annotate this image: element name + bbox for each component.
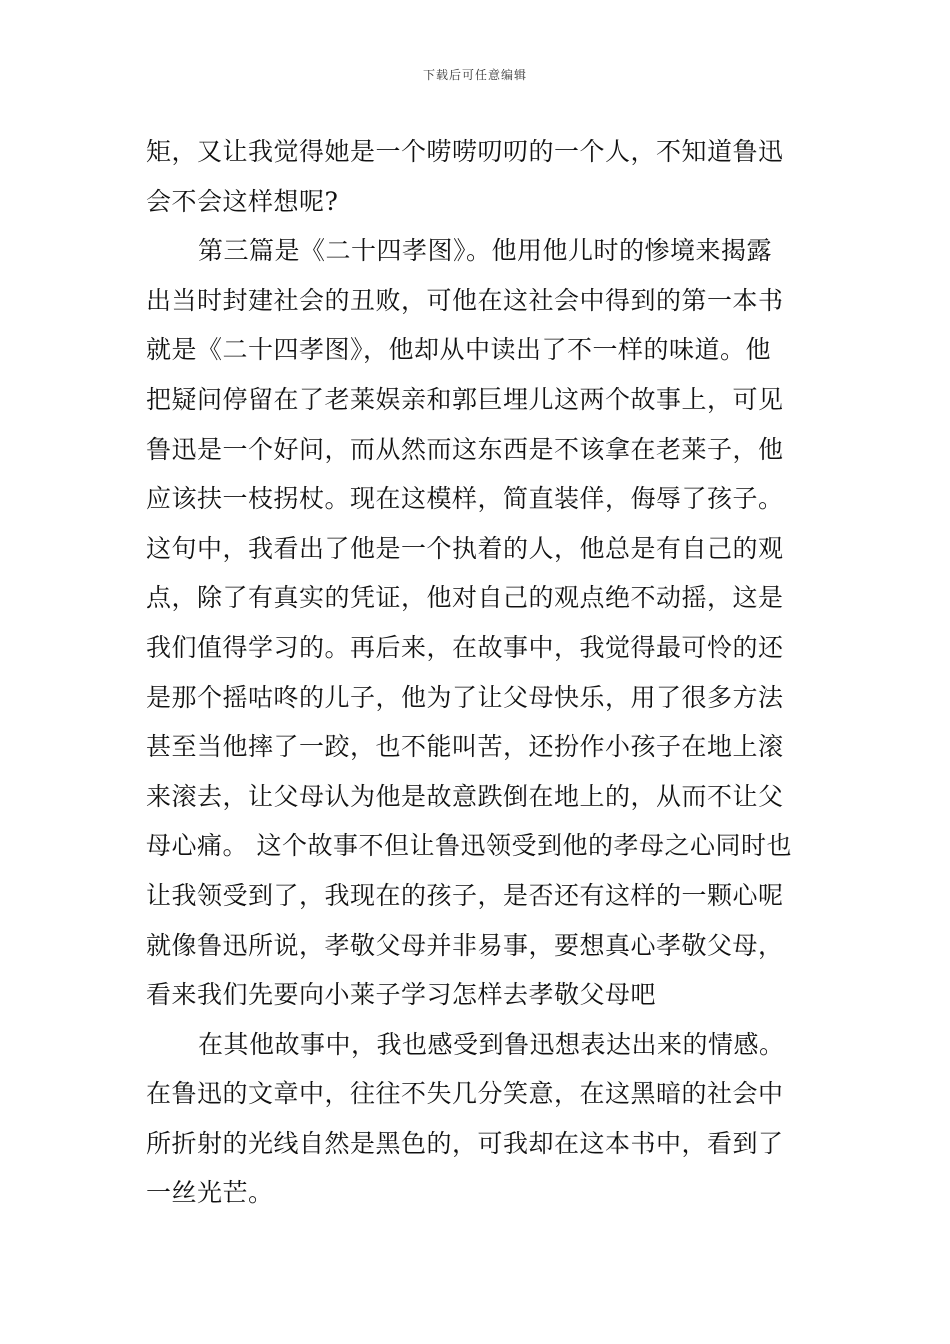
text-line: 就像鲁迅所说，孝敬父母并非易事，要想真心孝敬父母， (146, 930, 784, 960)
body-text (146, 127, 806, 1218)
text-line: 是那个摇咕咚的儿子，他为了让父母快乐，用了很多方法 (146, 682, 784, 712)
text-line: 甚至当他摔了一跤，也不能叫苦，还扮作小孩子在地上滚 (146, 732, 784, 762)
text-line: 会不会这样想呢? (146, 186, 339, 216)
text-line: 在其他故事中，我也感受到鲁迅想表达出来的情感。 (198, 1029, 785, 1059)
text-line: 就是《二十四孝图》，他却从中读出了不一样的味道。他 (146, 335, 772, 365)
text-line: 我们值得学习的。再后来，在故事中，我觉得最可怜的还 (146, 632, 784, 662)
page-header: 下载后可任意编辑 (422, 68, 527, 82)
paragraph-1 (146, 127, 806, 226)
text-line: 来滚去，让父母认为他是故意跌倒在地上的，从而不让父 (146, 781, 784, 811)
text-line: 所折射的光线自然是黑色的，可我却在这本书中，看到了 (146, 1128, 784, 1158)
text-line: 让我领受到了，我现在的孩子，是否还有这样的一颗心呢 (146, 880, 784, 910)
text-line: 出当时封建社会的丑败，可他在这社会中得到的第一本书 (146, 285, 784, 315)
text-line: 看来我们先要向小莱子学习怎样去孝敬父母吧 (146, 980, 657, 1010)
text-line: 鲁迅是一个好问，而从然而这东西是不该拿在老莱子，他 (146, 434, 784, 464)
text-line: 母心痛。 这个故事不但让鲁迅领受到他的孝母之心同时也 (146, 831, 792, 861)
paragraph-2 (146, 226, 806, 1020)
text-line: 这句中，我看出了他是一个执着的人，他总是有自己的观 (146, 533, 784, 563)
text-line: 一丝光芒。 (146, 1178, 274, 1208)
text-line: 把疑问停留在了老莱娱亲和郭巨埋儿这两个故事上，可见 (146, 384, 784, 414)
text-line: 点，除了有真实的凭证，他对自己的观点绝不动摇，这是 (146, 583, 784, 613)
text-line: 在鲁迅的文章中，往往不失几分笑意，在这黑暗的社会中 (146, 1079, 784, 1109)
text-line: 第三篇是《二十四孝图》。他用他儿时的惨境来揭露 (198, 236, 773, 266)
text-line: 矩，又让我觉得她是一个唠唠叨叨的一个人，不知道鲁迅 (146, 137, 784, 166)
text-line: 应该扶一枝拐杖。现在这模样，简直装佯，侮辱了孩子。 (146, 484, 784, 514)
paragraph-3 (146, 1020, 806, 1218)
